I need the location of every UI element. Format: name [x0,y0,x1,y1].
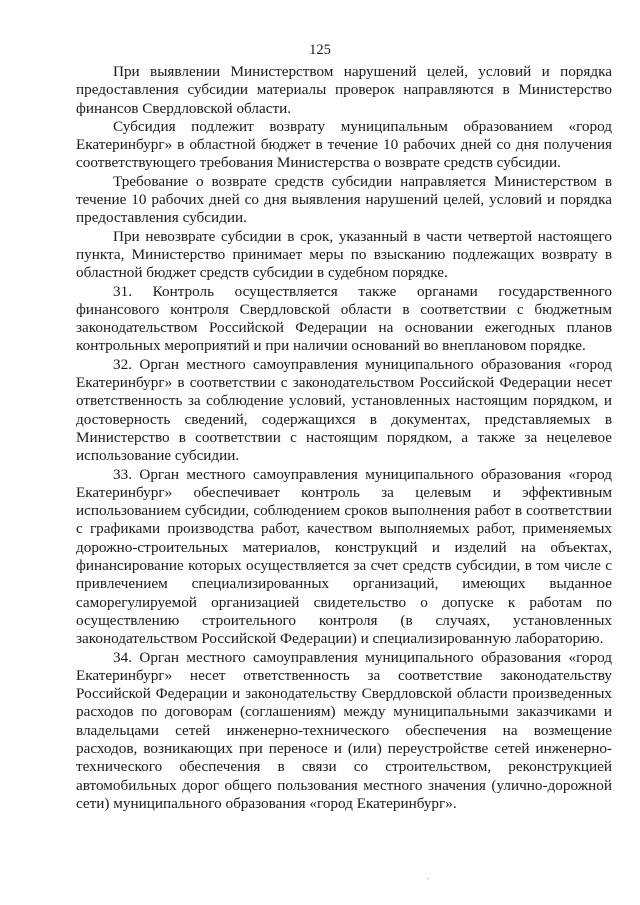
paragraph-item-33: 33. Орган местного самоуправления муниципального образования «город Екатеринбург» обеспечивает контроль за целевым и эффективным использованием субсидии, соблюдением сроков выполнения работ в соответствии с графиками производства работ, качеством выполняемых работ, применяемых дорожно-строительных материалов, конструкций и изделий на объектах, финансирование которых осуществляется за счет средств субсидии, в том числе с привлечением специализированных организаций, имеющих выданное саморегулируемой организацией свидетельство о допуске к работам по осуществлению строительного контроля (в случаях, установленных законодательством Российской Федерации) и специализированную лабораторию. [76,465,612,648]
paragraph-recovery-in-court: При невозврате субсидии в срок, указанный в части четвертой настоящего пункта, Министерство принимает меры по взысканию подлежащих возврату в областной бюджет средств субсидии в судебном порядке. [76,227,612,282]
paragraph-item-32: 32. Орган местного самоуправления муниципального образования «город Екатеринбург» в соответствии с законодательством Российской Федерации несет ответственность за соблюдение условий, установленных настоящим порядком, и достоверность сведений, содержащихся в документах, представляемых в Министерство в соответствии с настоящим порядком, а также за нецелевое использование субсидии. [76,355,612,465]
paragraph-item-34: 34. Орган местного самоуправления муниципального образования «город Екатеринбург» несет ответственность за соответствие законодательству Российской Федерации и законодательству Свердловской области произведенных расходов по договорам (соглашениям) между муниципальными заказчиками и владельцами сетей инженерно-технического обеспечения на возмещение расходов, возникающих при переносе и (или) переустройстве сетей инженерно-технического обеспечения в связи со строительством, реконструкцией автомобильных дорог общего пользования местного значения (улично-дорожной сети) муниципального образования «город Екатеринбург». [76,648,612,812]
paragraph-item-31: 31. Контроль осуществляется также органами государственного финансового контроля Свердловской области в соответствии с бюджетным законодательством Российской Федерации на основании ежегодных планов контрольных мероприятий и при наличии оснований во внеплановом порядке. [76,282,612,355]
scan-speck [428,878,429,879]
paragraph-violations-report: При выявлении Министерством нарушений целей, условий и порядка предоставления субсидии материалы проверок направляются в Министерство финансов Свердловской области. [76,63,612,117]
page-number: 125 [309,42,331,58]
paragraph-subsidy-return: Субсидия подлежит возврату муниципальным образованием «город Екатеринбург» в областной бюджет в течение 10 рабочих дней со дня получения соответствующего требования Министерства о возврате средств субсидии. [76,117,612,172]
body-text [76,63,612,813]
paragraph-return-demand: Требование о возврате средств субсидии направляется Министерством в течение 10 рабочих дней со дня выявления нарушений целей, условий и порядка предоставления субсидии. [76,172,612,227]
